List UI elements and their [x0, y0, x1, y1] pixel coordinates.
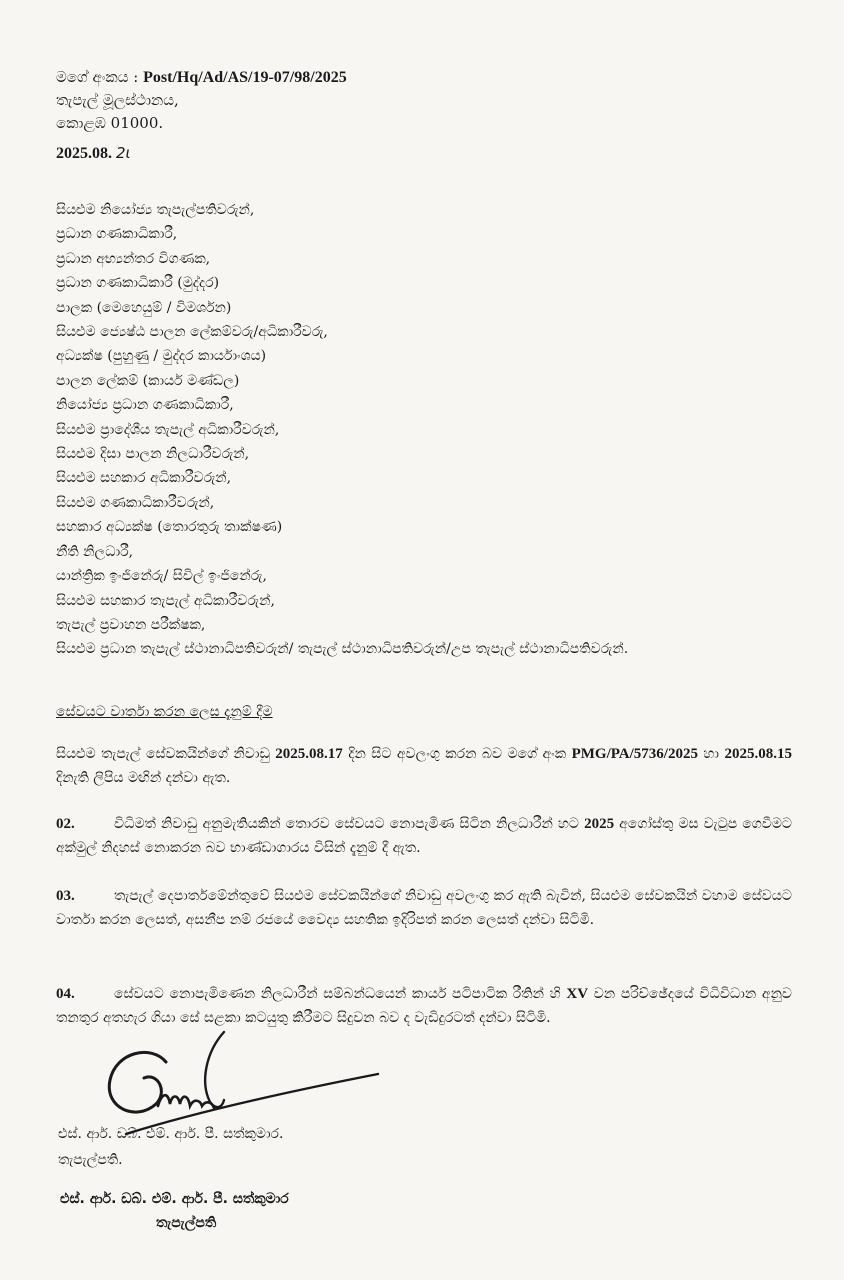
recipient-line: සියළුම ජ්‍යෙෂ්ඨ පාලන ලේකම්වරු/අධිකාරීවරු, [56, 324, 328, 341]
recipient-line: සියළුම ප්‍රධාන තැපැල් ස්ථානාධිපතිවරුන්/ තැපැල් ස්ථානාධිපතිවරුන්/උප තැපැල් ස්ථානාධිපතිවරුන්. [56, 641, 629, 658]
date-handwritten: 2ι [116, 144, 131, 162]
p1-text-d: දිනැති ලිපිය මඟින් දන්වා ඇත. [56, 770, 231, 786]
recipient-line: සියළුම නියෝජ්‍ය තැපැල්පතිවරුන්, [56, 202, 255, 218]
recipient-line: තැපැල් ප්‍රවාහන පරීක්ෂක, [56, 616, 206, 633]
stamp-name: එස්. ආර්. ඩබ්. එම්. ආර්. පී. සත්කුමාර [60, 1191, 289, 1207]
recipient-list [56, 198, 628, 662]
paragraph-3 [56, 884, 792, 932]
signatory-name: එස්. ආර්. ඩබ්. එම්. ආර්. පී. සත්කුමාර. [58, 1126, 284, 1142]
recipient-line: අධ්‍යක්ෂ (පුහුණු / මුද්දර කාර්යාංශය) [56, 348, 267, 365]
stamp-title: තැපැල්පති [156, 1215, 217, 1231]
recipient-line: සියළුම ප්‍රාදේශීය තැපැල් අධිකාරීවරුන්, [56, 421, 280, 438]
recipient-line: සහකාර අධ්‍යක්ෂ (තොරතුරු තාක්ෂණ) [56, 519, 283, 536]
recipient-line: සියළුම දිසා පාලන නිලධාරීවරුන්, [56, 446, 250, 463]
office-name: තැපැල් මූලස්ථානය, [56, 91, 179, 109]
p2-year: 2025 [584, 816, 615, 832]
recipient-line: යාන්ත්‍රික ඉංජිනේරු/ සිවිල් ඉංජිනේරු, [56, 568, 267, 585]
paragraph-1 [56, 742, 792, 790]
recipient-line: නියෝජ්‍ය ප්‍රධාන ගණකාධිකාරී, [56, 397, 234, 414]
p2-number: 02. [56, 816, 75, 832]
p4-text-a: සේවයට නොපැමිණෙන නිලධාරීන් සම්බන්ධයෙන් කාර්ය පටිපාටික රීතින් හි [114, 986, 567, 1002]
p1-date-2: 2025.08.15 [724, 746, 792, 762]
recipient-line: පාලන ලේකම් (කාර්ය මණ්ඩල) [56, 372, 240, 389]
recipient-line: සියළුම සහකාර අධිකාරීවරුන්, [56, 470, 232, 487]
signatory-title: තැපැල්පති. [58, 1152, 123, 1168]
p3-number: 03. [56, 888, 75, 904]
office-city: කොළඹ 01000. [56, 114, 164, 132]
handwritten-signature [96, 1022, 386, 1142]
recipient-line: ප්‍රධාන ගණකාධිකාරී (මුද්දර) [56, 275, 220, 292]
p1-text-a: සියළුම තැපැල් සේවකයින්ගේ නිවාඩු [56, 746, 276, 762]
letter-subject: සේවයට වාර්තා කරන ලෙස දැනුම් දීම [56, 704, 273, 720]
recipient-line: සියළුම සහකාර තැපැල් අධිකාරීවරුන්, [56, 592, 275, 609]
p1-text-c: හා [697, 746, 725, 762]
p1-text-b: දින සිට අවලංගු කරන බව මගේ අංක [342, 746, 572, 762]
reference-line [56, 66, 347, 89]
p3-text: තැපැල් දෙපාර්තමේන්තුවේ සියළුම සේවකයින්ගේ නිවාඩු අවලංගු කර ඇති බැවින්, සියළුම සේවකයින් වහාම සේවයට වාර්තා කරන ලෙසත්, අසනීප නම් රජයේ වෛද්‍ය සහතික ඉදිරිපත් කරන ලෙසත් දන්වා සිටිමි. [56, 888, 792, 928]
recipient-line: නීති නිලධාරී, [56, 543, 134, 560]
p1-reference: PMG/PA/5736/2025 [571, 746, 698, 762]
recipient-line: ප්‍රධාන අභ්‍යන්තර විගණක, [56, 250, 211, 267]
p2-text-b: අගෝස්තු මස වැටුප ගෙවීමට අක්මුල් නිදහස් නොකරන බව භාණ්ඩාගාරය විසින් දැනුම් දී ඇත. [56, 816, 792, 856]
p4-text-b: වන පරිච්ඡේදයේ විධිවිධාන අනුව තනතුර අතහැර ගියා සේ සළකා කටයුතු කිරීමට සිදුවන බව ද වැඩිදුරටත් දන්වා සිටිමි. [56, 986, 792, 1026]
letter-date [56, 144, 131, 163]
reference-label: මගේ අංකය : [56, 68, 144, 86]
date-printed: 2025.08. [56, 145, 116, 162]
reference-number: Post/Hq/Ad/AS/19-07/98/2025 [143, 69, 347, 86]
recipient-line: පාලක (මෙහෙයුම් / විමර්ශන) [56, 299, 232, 316]
p4-roman-numeral: XV [566, 986, 589, 1002]
recipient-line: සියළුම ගණකාධිකාරීවරුන්, [56, 494, 215, 511]
paragraph-2 [56, 812, 792, 860]
reference-block [56, 66, 347, 135]
p1-date-1: 2025.08.17 [275, 746, 343, 762]
p2-text-a: විධිමත් නිවාඩු අනුමැතියකින් තොරව සේවයට නොපැමිණ සිටින නිලධාරීන් හට [114, 816, 585, 832]
p4-number: 04. [56, 986, 75, 1002]
recipient-line: ප්‍රධාන ගණකාධිකාරී, [56, 226, 178, 243]
